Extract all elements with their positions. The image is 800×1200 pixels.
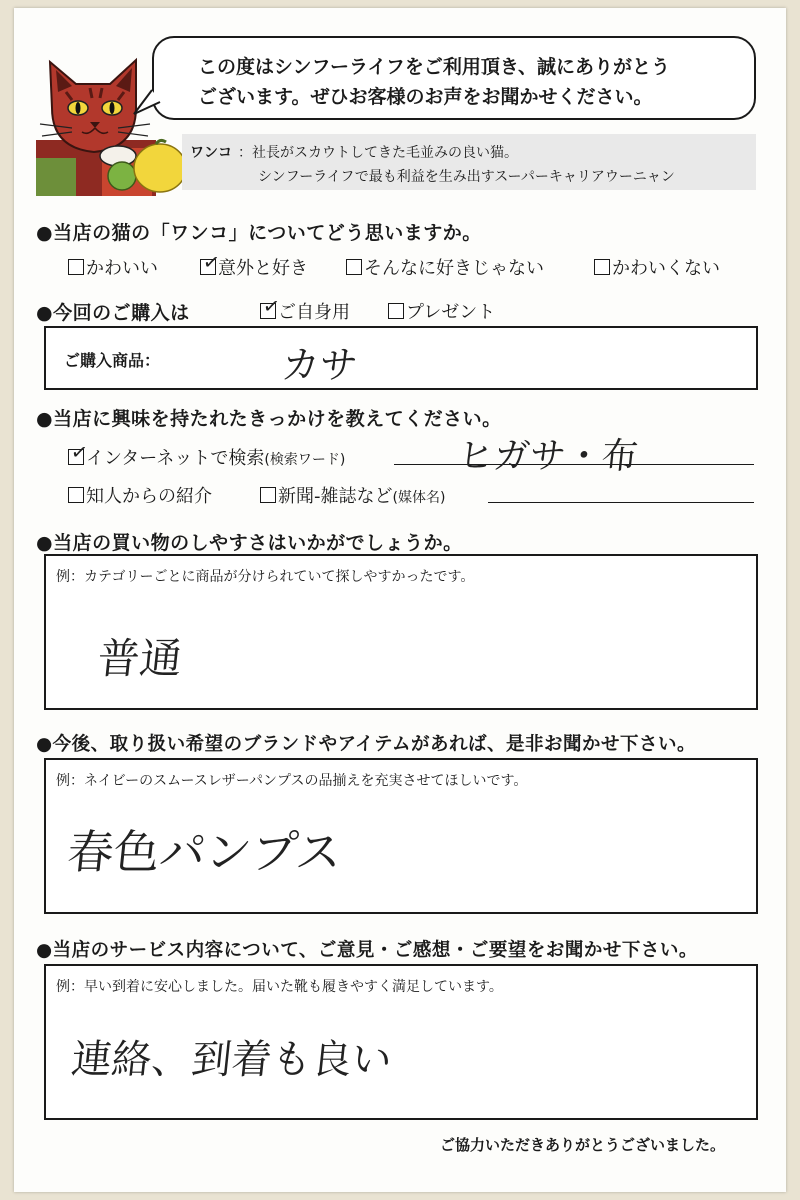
question-purchase-type: ●今回のご購入は	[36, 302, 190, 324]
mascot-name-label: ワンコ	[190, 145, 232, 161]
checkbox[interactable]	[68, 259, 84, 275]
survey-card	[14, 8, 786, 1192]
option-sonnani-suki-janai[interactable]: そんなに好きじゃない	[346, 254, 544, 280]
checkbox[interactable]	[594, 259, 610, 275]
checkmark-icon: ✓	[69, 438, 90, 466]
question-service-feedback: ●当店のサービス内容について、ご意見・ご感想・ご要望をお聞かせ下さい。	[36, 940, 698, 961]
thank-you-footer: ご協力いただきありがとうございました。	[440, 1136, 726, 1154]
checkbox-checked[interactable]	[200, 248, 222, 276]
service-feedback-example: 例：早い到着に安心しました。届いた靴も履きやすく満足しています。	[56, 979, 503, 995]
bubble-tail	[132, 88, 162, 118]
checkbox-checked[interactable]	[68, 438, 90, 466]
requested-brands-answer: 春色パンプス	[64, 825, 345, 879]
greeting-speech-bubble	[152, 36, 756, 120]
question-requested-brands: ●今後、取り扱い希望のブランドやアイテムがあれば、是非お聞かせ下さい。	[36, 734, 697, 755]
mascot-description-1: ：社長がスカウトしてきた毛並みの良い猫。	[238, 145, 518, 161]
option-self-use[interactable]: ✓ ご自身用	[261, 292, 350, 323]
shopping-ease-answer: 普通	[95, 634, 185, 683]
checkbox[interactable]	[68, 487, 84, 503]
service-feedback-answer: 連絡、到着も良い	[69, 1037, 395, 1083]
question-cat-opinion: ●当店の猫の「ワンコ」についてどう思いますか。	[36, 222, 482, 244]
option-kawaii[interactable]: かわいい	[68, 254, 158, 280]
purchased-item-box[interactable]	[44, 326, 758, 390]
option-igai-to-suki[interactable]: ✓ 意外と好き	[201, 248, 308, 279]
checkbox[interactable]	[260, 487, 276, 503]
search-word-answer: ヒガサ・布	[455, 436, 640, 477]
question-interest-reason: ●当店に興味を持たれたきっかけを教えてください。	[36, 408, 502, 430]
service-feedback-answer-box[interactable]	[44, 964, 758, 1120]
mascot-description-2: シンフーライフで最も利益を生み出すスーパーキャリアウーニャン	[258, 169, 675, 185]
shopping-ease-answer-box[interactable]	[44, 554, 758, 710]
option-present[interactable]: プレゼント	[388, 298, 495, 324]
option-media[interactable]: 新聞-雑誌など(媒体名)	[260, 482, 445, 508]
requested-brands-answer-box[interactable]	[44, 758, 758, 914]
purchased-item-answer: カサ	[279, 343, 360, 387]
checkbox-checked[interactable]	[260, 292, 282, 320]
greeting-line-2: ございます。ぜひお客様のお声をお聞かせください。	[198, 86, 653, 108]
media-name-line	[488, 502, 754, 503]
checkbox[interactable]	[388, 303, 404, 319]
shopping-ease-example: 例：カテゴリーごとに商品が分けられていて探しやすかったです。	[56, 569, 475, 585]
checkbox[interactable]	[346, 259, 362, 275]
question-shopping-ease: ●当店の買い物のしやすさはいかがでしょうか。	[36, 532, 463, 554]
option-internet-search[interactable]: ✓ インターネットで検索(検索ワード)	[69, 438, 346, 469]
requested-brands-example: 例：ネイビーのスムースレザーパンプスの品揃えを充実させてほしいです。	[56, 773, 528, 789]
purchased-item-label: ご購入商品：	[64, 351, 161, 370]
checkmark-icon: ✓	[201, 248, 222, 276]
greeting-line-1: この度はシンフーライフをご利用頂き、誠にありがとう	[198, 56, 671, 78]
option-kawaikunai[interactable]: かわいくない	[594, 254, 720, 280]
checkmark-icon: ✓	[261, 292, 282, 320]
option-friend-referral[interactable]: 知人からの紹介	[68, 482, 212, 508]
